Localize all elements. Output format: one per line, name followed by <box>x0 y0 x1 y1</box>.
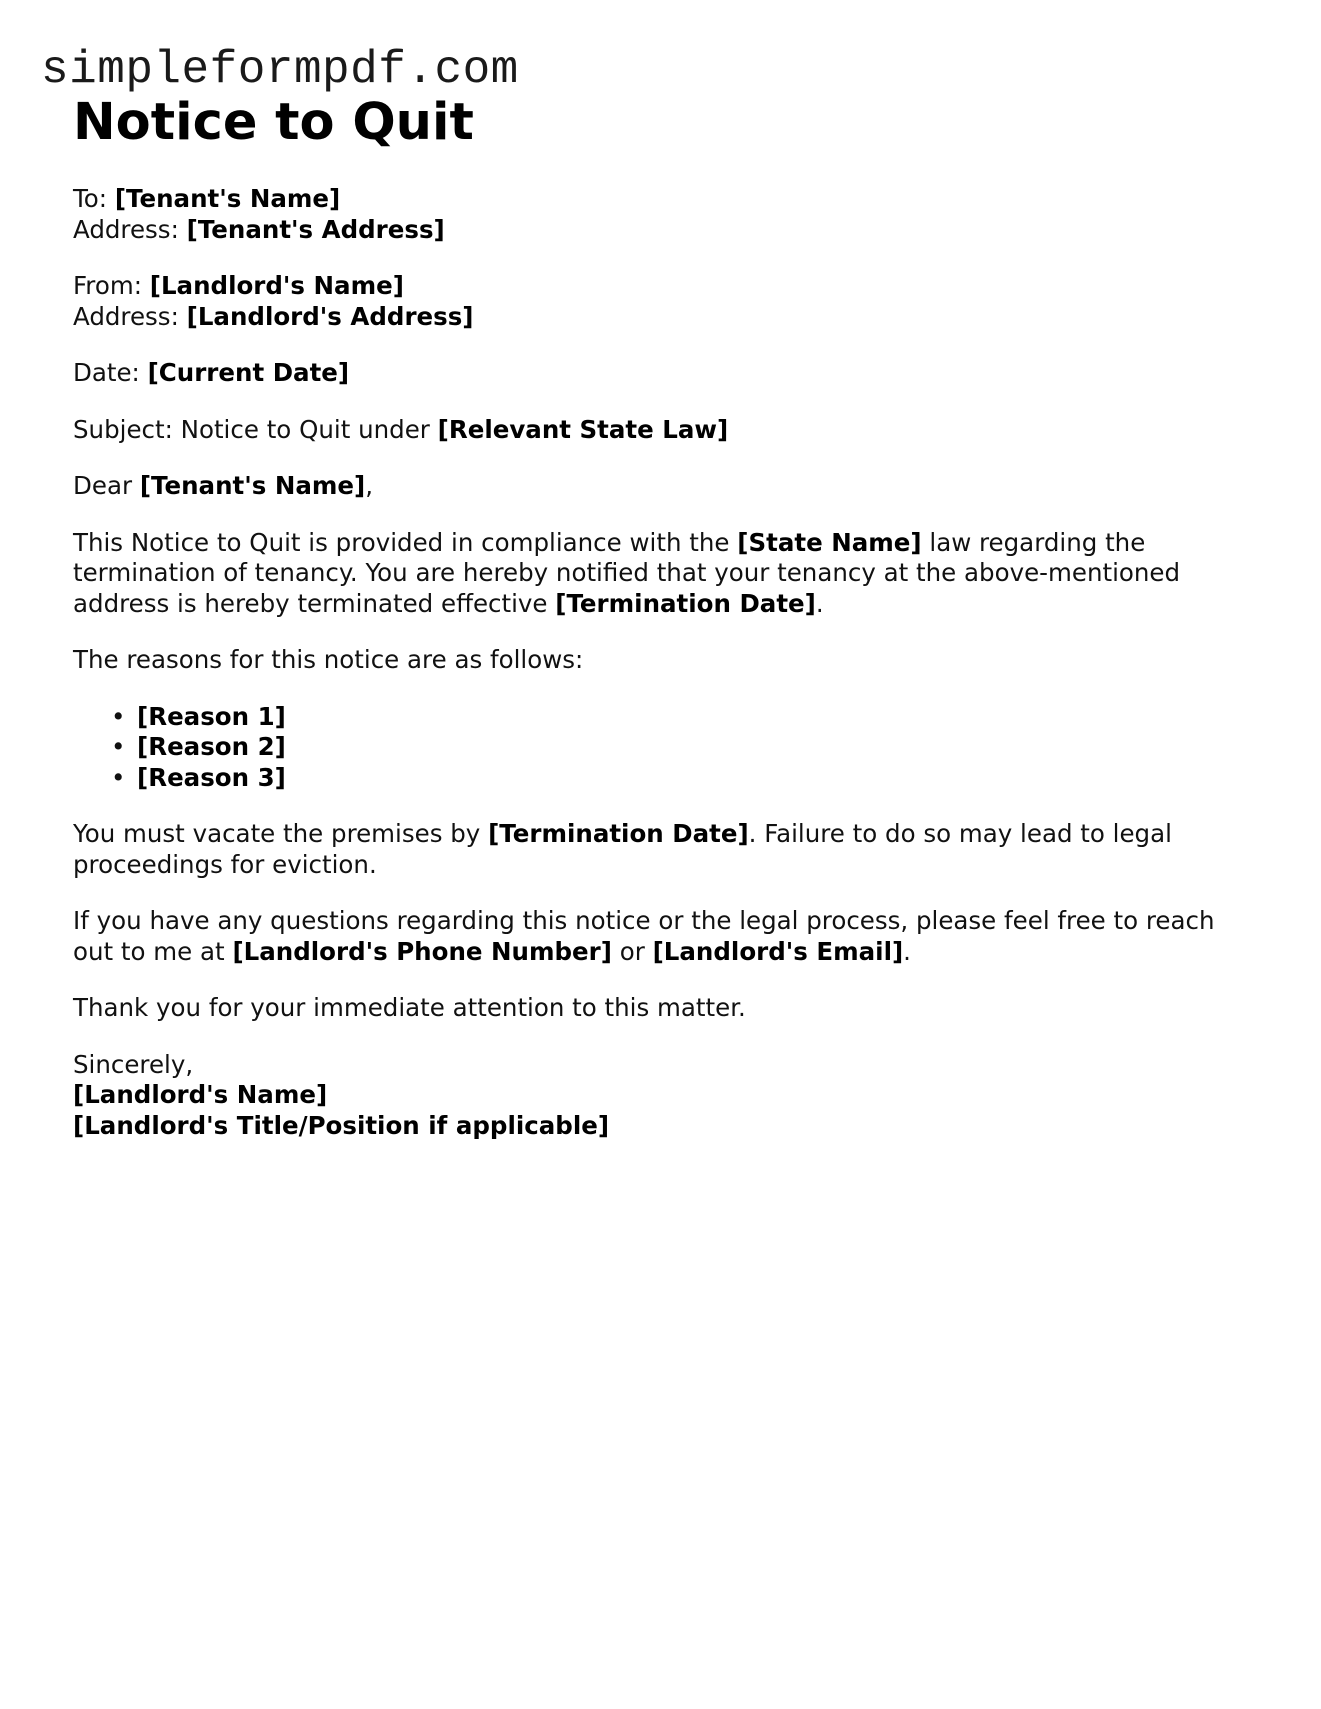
reason-3: [Reason 3] <box>137 762 286 792</box>
paragraph-text: This Notice to Quit is provided in compliance with the <box>73 527 738 557</box>
paragraph-text: . Failure to do so may lead to legal proceedings for eviction. <box>73 819 1172 879</box>
landlord-address: [Landlord's Address] <box>186 301 474 331</box>
address-label: Address: <box>73 301 187 331</box>
signature-name <box>73 1080 1253 1111</box>
recipient-block <box>73 184 1253 245</box>
bullet-icon: • <box>111 701 126 731</box>
sender-block <box>73 271 1253 332</box>
sign-off: Sincerely, <box>73 1049 194 1079</box>
thanks-line: Thank you for your immediate attention to this matter. <box>73 993 746 1022</box>
signature-landlord-title: [Landlord's Title/Position if applicable] <box>73 1110 610 1140</box>
vacate-paragraph <box>73 819 1253 880</box>
reasons-list <box>73 702 1253 794</box>
recipient-name-line <box>73 184 1253 215</box>
from-label: From: <box>73 271 150 300</box>
date-label: Date: <box>73 358 148 387</box>
sender-name-line <box>73 271 1253 302</box>
address-label: Address: <box>73 214 187 244</box>
salutation <box>73 471 1253 502</box>
list-item <box>111 732 1253 763</box>
reason-2: [Reason 2] <box>137 732 286 761</box>
reasons-intro: The reasons for this notice are as follows: <box>73 645 584 674</box>
contact-paragraph <box>73 906 1253 967</box>
reason-1: [Reason 1] <box>137 701 286 731</box>
landlord-phone: [Landlord's Phone Number] <box>232 936 612 966</box>
tenant-address: [Tenant's Address] <box>186 214 445 244</box>
salutation-prefix: Dear <box>73 471 140 500</box>
termination-date: [Termination Date] <box>488 819 749 848</box>
paragraph-text: or <box>611 936 653 966</box>
watermark: simpleformpdf.com <box>41 44 519 96</box>
landlord-name: [Landlord's Name] <box>149 271 404 300</box>
page-title: Notice to Quit <box>73 93 474 152</box>
signature-title <box>73 1111 1253 1142</box>
date-line <box>73 358 1253 389</box>
salutation-tenant-name: [Tenant's Name] <box>139 471 366 500</box>
paragraph-text: . <box>815 588 824 618</box>
landlord-email: [Landlord's Email] <box>652 936 904 966</box>
notice-paragraph <box>73 528 1253 620</box>
termination-date: [Termination Date] <box>555 588 816 618</box>
signature-landlord-name: [Landlord's Name] <box>73 1080 328 1109</box>
bullet-icon: • <box>111 732 126 761</box>
paragraph-text: law regarding the termination of tenancy. You are hereby notified that your tenancy at the above-mentioned address is hereby terminated effective <box>73 527 1181 618</box>
list-item <box>111 762 1253 794</box>
tenant-name: [Tenant's Name] <box>114 184 341 213</box>
paragraph-text: You must vacate the premises by <box>73 819 489 848</box>
list-item <box>111 701 1253 733</box>
salutation-suffix: , <box>365 471 374 500</box>
relevant-state-law: [Relevant State Law] <box>437 414 729 444</box>
subject-label: Subject: Notice to Quit under <box>73 414 438 444</box>
state-name: [State Name] <box>737 527 922 557</box>
subject-line <box>73 415 1253 446</box>
notice-document <box>73 92 1253 1141</box>
sender-address-line <box>73 302 1253 333</box>
signature-block <box>73 1050 1253 1142</box>
paragraph-text: . <box>903 936 911 966</box>
recipient-address-line <box>73 215 1253 246</box>
current-date: [Current Date] <box>147 358 350 387</box>
paragraph-text: If you have any questions regarding this notice or the legal process, please feel free to reach out to me at <box>73 906 1215 966</box>
bullet-icon: • <box>111 762 126 792</box>
to-label: To: <box>73 184 115 213</box>
